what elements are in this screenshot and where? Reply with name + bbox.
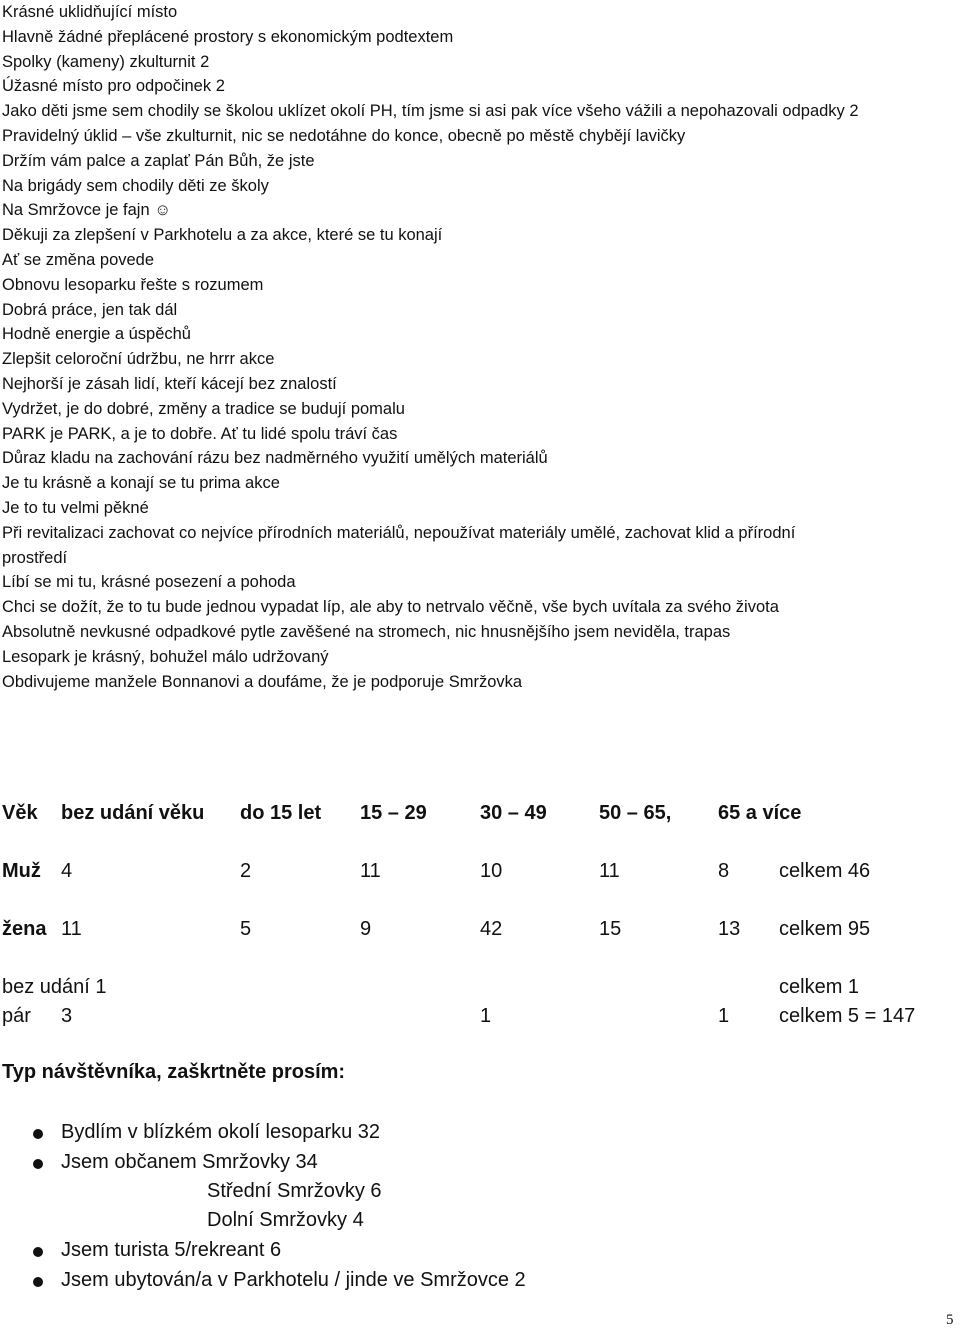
table-cell: 11 xyxy=(599,860,620,882)
bullet-icon xyxy=(33,1247,43,1257)
comment-line: prostředí xyxy=(2,548,68,567)
comment-line: Je to tu velmi pěkné xyxy=(2,498,149,517)
comment-line: Chci se dožít, že to tu bude jednou vypadat líp, ale aby to netrvalo věčně, vše bych uvítala za svého života xyxy=(2,598,779,617)
table-cell: 1 xyxy=(718,1005,730,1027)
row-total: celkem 5 = 147 xyxy=(779,1005,916,1027)
comment-line: Dobrá práce, jen tak dál xyxy=(2,300,178,319)
comment-line: Absolutně nevkusné odpadkové pytle zavěšené na stromech, nic hnusnějšího jsem neviděla, trapas xyxy=(2,622,731,641)
table-cell: 3 xyxy=(61,1005,73,1027)
table-cell: 42 xyxy=(480,918,503,940)
list-item-text: Bydlím v blízkém okolí lesoparku 32 xyxy=(61,1121,381,1143)
comment-line: Líbí se mi tu, krásné posezení a pohoda xyxy=(2,573,296,592)
row-total: celkem 1 xyxy=(779,976,860,998)
comment-line: Držím vám palce a zaplať Pán Bůh, že jste xyxy=(2,151,315,170)
header-cell: bez udání věku xyxy=(61,802,205,824)
table-cell: 4 xyxy=(61,860,73,882)
comment-line: Jako děti jsme sem chodily se školou uklízet okolí PH, tím jsme si asi pak více všeho vážili a nepohazovali odpadky 2 xyxy=(2,102,859,121)
list-item-text: Dolní Smržovky 4 xyxy=(207,1209,364,1231)
comment-line: Pravidelný úklid – vše zkulturnit, nic se nedotáhne do konce, obecně po městě chybějí lavičky xyxy=(2,126,686,145)
row-label: bez udání 1 xyxy=(2,976,107,998)
table-cell: 15 xyxy=(599,918,622,940)
comment-line: Děkuji za zlepšení v Parkhotelu a za akce, které se tu konají xyxy=(2,226,443,245)
comment-line: Zlepšit celoroční údržbu, ne hrrr akce xyxy=(2,350,275,369)
list-item-text: Střední Smržovky 6 xyxy=(207,1180,382,1202)
row-total: celkem 95 xyxy=(779,918,871,940)
table-cell: 1 xyxy=(480,1005,492,1027)
comment-line: Obnovu lesoparku řešte s rozumem xyxy=(2,275,264,294)
comment-line: Na Smržovce je fajn ☺ xyxy=(2,201,172,220)
list-item-text: Jsem ubytován/a v Parkhotelu / jinde ve Smržovce 2 xyxy=(61,1269,526,1291)
page-number: 5 xyxy=(946,1312,954,1328)
comment-line: Hlavně žádné přeplácené prostory s ekonomickým podtextem xyxy=(2,27,454,46)
list-item-text: Jsem turista 5/rekreant 6 xyxy=(61,1239,282,1261)
list-item-text: Jsem občanem Smržovky 34 xyxy=(61,1151,318,1173)
comment-line: Lesopark je krásný, bohužel málo udržovaný xyxy=(2,647,329,666)
header-cell: Věk xyxy=(2,802,38,824)
comment-line: Vydržet, je do dobré, změny a tradice se budují pomalu xyxy=(2,399,405,418)
comment-line: Úžasné místo pro odpočinek 2 xyxy=(2,77,225,96)
table-cell: 11 xyxy=(360,860,381,882)
table-cell: 10 xyxy=(480,860,503,882)
comment-line: PARK je PARK, a je to dobře. Ať tu lidé spolu tráví čas xyxy=(2,424,398,443)
comment-line: Nejhorší je zásah lidí, kteří kácejí bez znalostí xyxy=(2,374,337,393)
header-cell: 30 – 49 xyxy=(480,802,547,824)
comment-line: Spolky (kameny) zkulturnit 2 xyxy=(2,52,210,71)
table-cell: 9 xyxy=(360,918,372,940)
row-total: celkem 46 xyxy=(779,860,871,882)
visitor-type-heading: Typ návštěvníka, zaškrtněte prosím: xyxy=(2,1061,346,1083)
bullet-icon xyxy=(33,1277,43,1287)
table-cell: 8 xyxy=(718,860,730,882)
comment-line: Je tu krásně a konají se tu prima akce xyxy=(2,474,280,493)
table-cell: 2 xyxy=(240,860,252,882)
comment-line: Krásné uklidňující místo xyxy=(2,3,178,21)
bullet-icon xyxy=(33,1129,43,1139)
header-cell: 50 – 65, xyxy=(599,802,672,824)
comment-line: Na brigády sem chodily děti ze školy xyxy=(2,176,269,195)
comment-line: Hodně energie a úspěchů xyxy=(2,325,191,344)
comment-line: Důraz kladu na zachování rázu bez nadměrného využití umělých materiálů xyxy=(2,449,548,468)
row-label: Muž xyxy=(2,860,41,882)
table-cell: 5 xyxy=(240,918,252,940)
table-cell: 13 xyxy=(718,918,741,940)
comment-line: Ať se změna povede xyxy=(2,250,155,269)
header-cell: 15 – 29 xyxy=(360,802,427,824)
row-label: pár xyxy=(2,1005,31,1027)
row-label: žena xyxy=(2,918,47,940)
header-cell: 65 a více xyxy=(718,802,802,824)
header-cell: do 15 let xyxy=(240,802,322,824)
comment-line: Obdivujeme manžele Bonnanovi a doufáme, že je podporuje Smržovka xyxy=(2,672,523,691)
comment-line: Při revitalizaci zachovat co nejvíce přírodních materiálů, nepoužívat materiály umělé, zachovat klid a přírodní xyxy=(2,523,796,542)
bullet-icon xyxy=(33,1159,43,1169)
table-cell: 11 xyxy=(61,918,82,940)
comments-list xyxy=(2,0,859,694)
